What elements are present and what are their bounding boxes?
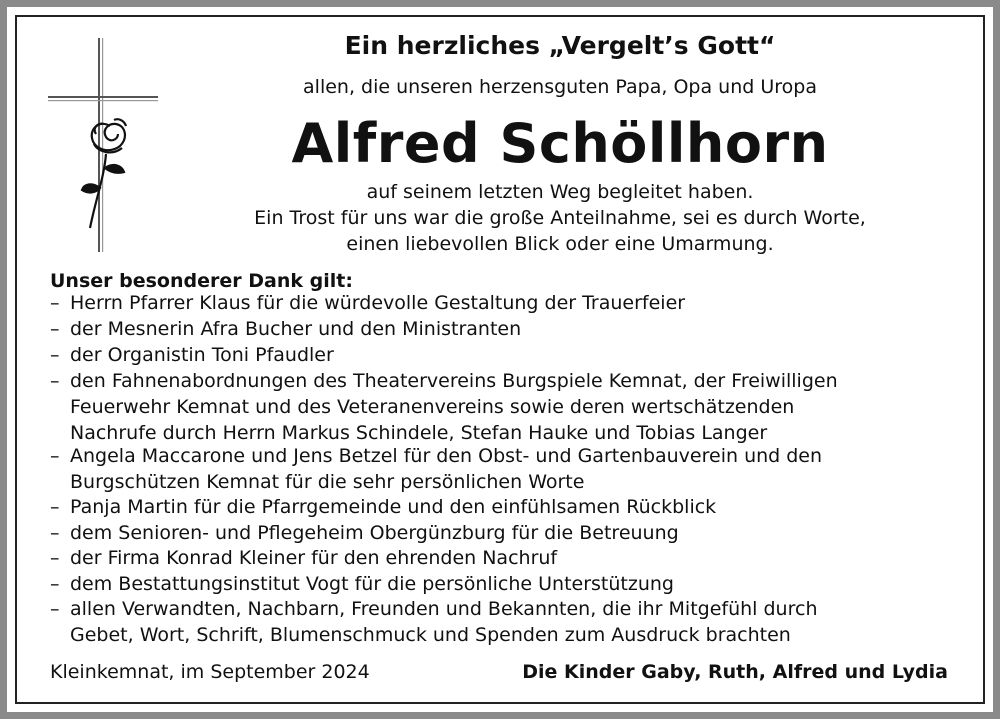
dash: – [50, 445, 60, 467]
dash: – [50, 547, 60, 569]
thanks-item [50, 443, 950, 495]
dash: – [50, 292, 60, 314]
thanks-text: Panja Martin für die Pfarrgemeinde und den einfühlsamen Rückblick [70, 496, 717, 518]
thanks-item [50, 520, 950, 546]
thanks-text: der Firma Konrad Kleiner für den ehrenden Nachruf [70, 547, 558, 569]
cross-with-rose-icon [48, 38, 158, 252]
dash: – [50, 318, 60, 340]
notice-text-line: auf seinem letzten Weg begleitet haben. [366, 181, 754, 203]
thanks-text: dem Senioren- und Pflegeheim Obergünzburg für die Betreuung [70, 522, 679, 544]
deceased-name: Alfred Schöllhorn [291, 112, 829, 175]
dash: – [50, 496, 60, 518]
notice-intro: allen, die unseren herzensguten Papa, Opa und Uropa [303, 76, 817, 98]
thanks-item [50, 290, 950, 316]
thanks-item [50, 342, 950, 368]
notice-text-line: einen liebevollen Blick oder eine Umarmung. [346, 233, 774, 255]
thanks-title: Unser besonderer Dank gilt: [50, 270, 353, 292]
thanks-text: dem Bestattungsinstitut Vogt für die persönliche Unterstützung [70, 573, 674, 595]
dash: – [50, 598, 60, 620]
thanks-text-continued: Nachrufe durch Herrn Markus Schindele, Stefan Hauke und Tobias Langer [70, 422, 768, 444]
thanks-text: der Mesnerin Afra Bucher und den Ministranten [70, 318, 522, 340]
thanks-text: allen Verwandten, Nachbarn, Freunden und Bekannten, die ihr Mitgefühl durch [70, 598, 818, 620]
thanks-text: Herrn Pfarrer Klaus für die würdevolle Gestaltung der Trauerfeier [70, 292, 686, 314]
thanks-text: der Organistin Toni Pfaudler [70, 344, 334, 366]
thanks-text: Angela Maccarone und Jens Betzel für den Obst- und Gartenbauverein und den [70, 445, 823, 467]
thanks-item [50, 571, 950, 597]
dash: – [50, 573, 60, 595]
dash: – [50, 344, 60, 366]
thanks-text-continued: Gebet, Wort, Schrift, Blumenschmuck und Spenden zum Ausdruck brachten [70, 624, 791, 646]
thanks-text-continued: Feuerwehr Kemnat und des Veteranenvereins sowie deren wertschätzenden [70, 396, 795, 418]
signature: Die Kinder Gaby, Ruth, Alfred und Lydia [522, 661, 948, 683]
place-date: Kleinkemnat, im September 2024 [50, 661, 370, 683]
thanks-text: den Fahnenabordnungen des Theatervereins Burgspiele Kemnat, der Freiwilligen [70, 370, 838, 392]
notice-text-line: Ein Trost für uns war die große Anteilnahme, sei es durch Worte, [254, 207, 866, 229]
thanks-item [50, 596, 950, 648]
notice-heading: Ein herzliches „Vergelt’s Gott“ [344, 31, 776, 60]
thanks-item [50, 368, 950, 446]
thanks-item [50, 494, 950, 520]
thanks-item [50, 545, 950, 571]
thanks-item [50, 316, 950, 342]
dash: – [50, 522, 60, 544]
thanks-text-continued: Burgschützen Kemnat für die sehr persönlichen Worte [70, 471, 585, 493]
dash: – [50, 370, 60, 392]
